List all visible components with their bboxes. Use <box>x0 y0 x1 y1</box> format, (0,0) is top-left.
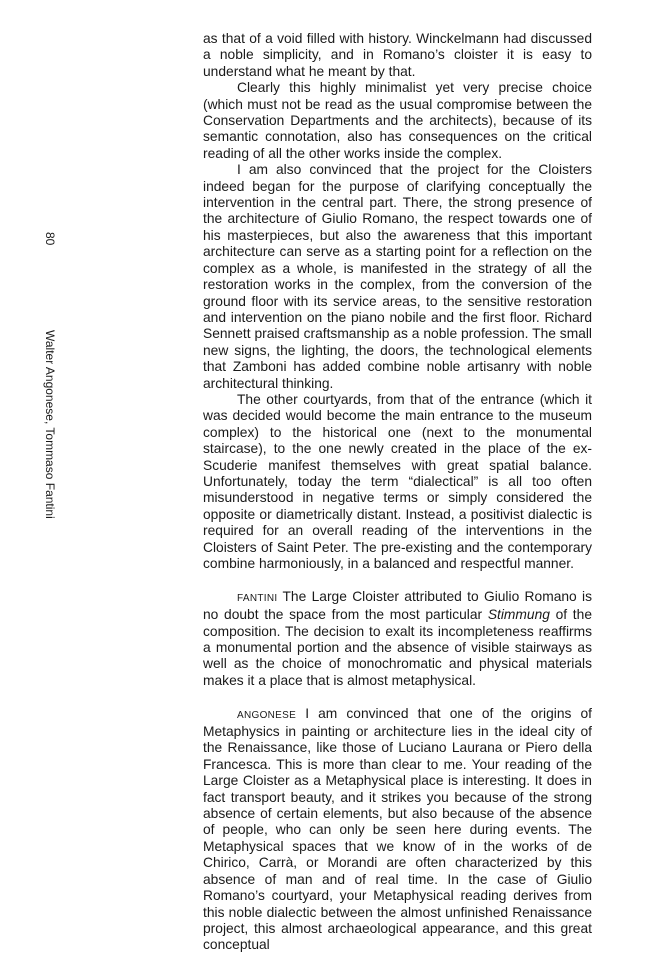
speaker-angonese: ANGONESE <box>237 709 297 721</box>
running-header-authors: Walter Angonese, Tommaso Fantini <box>43 330 57 519</box>
paragraph-1: as that of a void filled with history. Winckelmann had discussed a noble simplicity, and in Romano’s cloister it is easy to understand what he meant by that. <box>203 31 592 79</box>
speaker-fantini: FANTINI <box>237 592 278 604</box>
angonese-paragraph <box>203 706 592 954</box>
paragraph-4: The other courtyards, from that of the entrance (which it was decided would become the main entrance to the museum complex) to the historical one (next to the monumental staircase), to the one newly created in the place of the ex-Scuderie manifest themselves with great spatial balance. Unfortunately, today the term “dialectical” is all too often misunderstood in negative terms or simply considered the opposite or diametrically distant. Instead, a positivist dialectic is required for an overall reading of the interventions in the Cloisters of Saint Peter. The pre-existing and the contemporary combine harmoniously, in a balanced and respectful manner. <box>203 391 592 571</box>
paragraph-2: Clearly this highly minimalist yet very precise choice (which must not be read as the usual compromise between the Conservation Departments and the architects), because of its semantic connotation, also has consequences on the critical reading of all the other works inside the complex. <box>203 80 592 161</box>
paragraph-3: I am also convinced that the project for the Cloisters indeed began for the purpose of clarifying conceptually the intervention in the central part. There, the strong presence of the architecture of Giulio Romano, the respect towards one of his masterpieces, but also the awareness that this important architecture can serve as a starting point for a reflection on the complex as a whole, is manifested in the strategy of all the restoration works in the complex, from the conversion of the ground floor with its service areas, to the sensitive restoration and intervention on the piano nobile and the first floor. Richard Sennett praised craftsmanship as a noble profession. The small new signs, the lighting, the doors, the technological elements that Zamboni has added combine noble artisanry with noble architectural thinking. <box>203 162 592 391</box>
fantini-text-end: of the composition. The decision to exalt its incompleteness reaffirms a monumental portion and the absence of visible stairways as well as the choice of monochromatic and physical materials makes it a place that is almost metaphysical. <box>203 607 592 688</box>
body-text <box>203 31 592 954</box>
page-number: 80 <box>43 232 57 246</box>
fantini-paragraph <box>203 589 592 689</box>
fantini-text-start: The Large Cloister attributed to Giulio Romano is no doubt the space from the most particular <box>203 588 592 623</box>
fantini-emphasis: Stimmung <box>487 607 550 623</box>
angonese-text: I am convinced that one of the origins of Metaphysics in painting or architecture lies in the ideal city of the Renaissance, like those of Luciano Laurana or Piero della Francesca. This is more than clear to me. Your reading of the Large Cloister as a Metaphysical place is interesting. It does in fact transport beauty, and it strikes you because of the strong absence of certain elements, but also because of the absence of people, who can only be seen here during events. The Metaphysical spaces that we know of in the works of de Chirico, Carrà, or Morandi are often characterized by this absence of man and of real time. In the case of Giulio Romano’s courtyard, your Metaphysical reading derives from this noble dialectic between the almost unfinished Renaissance project, this almost archaeological appearance, and this great conceptual <box>203 705 592 953</box>
paragraph-gap <box>203 689 592 705</box>
paragraph-gap <box>203 572 592 588</box>
